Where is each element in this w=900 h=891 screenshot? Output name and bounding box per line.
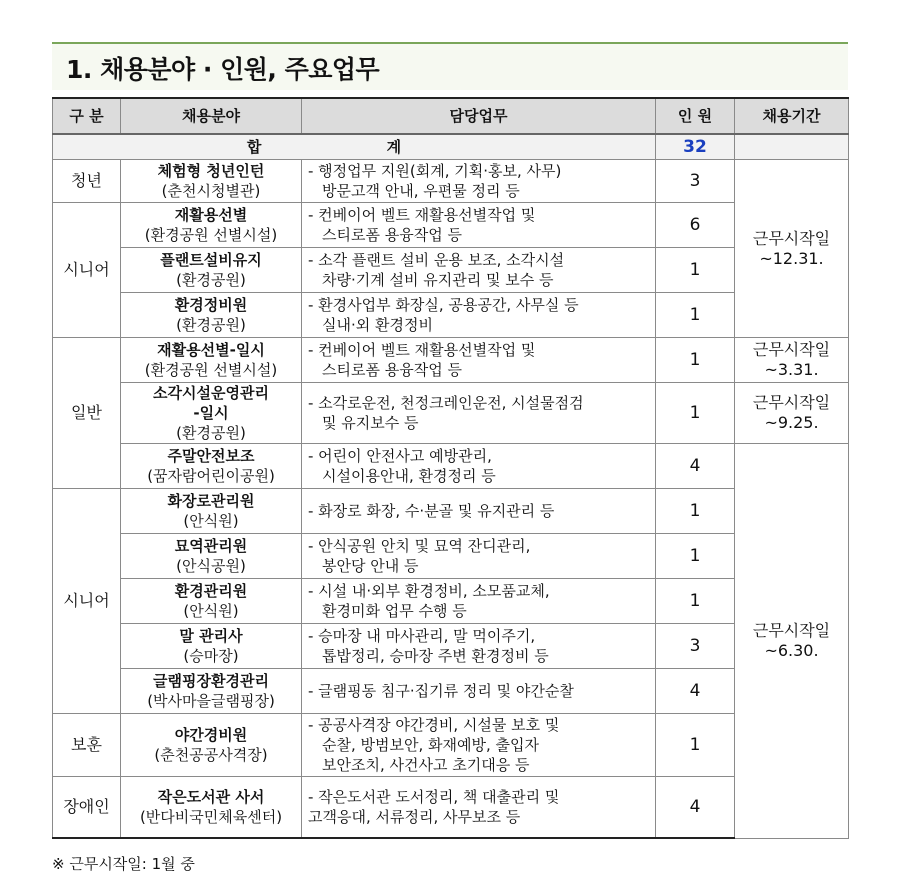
header-duty: 담당업무 xyxy=(302,98,656,134)
duty-line: - 작은도서관 도서정리, 책 대출관리 및 xyxy=(308,788,560,806)
table-row xyxy=(53,579,849,624)
header-count: 인 원 xyxy=(656,98,735,134)
total-count: 32 xyxy=(656,134,735,160)
job-place: (승마장) xyxy=(183,647,239,665)
job-count: 1 xyxy=(656,534,735,579)
job-place: (환경공원 선별시설) xyxy=(144,226,278,244)
table-row xyxy=(53,248,849,293)
table-row xyxy=(53,624,849,669)
job-name: 묘역관리원 xyxy=(174,537,248,555)
job-count: 6 xyxy=(656,203,735,248)
duty-line: - 컨베이어 벨트 재활용선별작업 및 xyxy=(308,206,536,224)
group-veteran: 보훈 xyxy=(53,714,121,777)
job-place: (안식원) xyxy=(183,512,239,530)
group-general: 일반 xyxy=(53,338,121,489)
job-name: 플랜트설비유지 xyxy=(160,251,262,269)
job-place: (안식원) xyxy=(183,602,239,620)
duty-line: 톱밥정리, 승마장 주변 환경정비 등 xyxy=(322,647,549,665)
header-group: 구 분 xyxy=(53,98,121,134)
duty-line: - 공공사격장 야간경비, 시설물 보호 및 xyxy=(308,716,560,734)
job-count: 3 xyxy=(656,160,735,203)
duty-line: 봉안당 안내 등 xyxy=(322,557,419,575)
duty-line: - 소각로운전, 천정크레인운전, 시설물점검 xyxy=(308,394,584,412)
period-cell: 근무시작일 ~6.30. xyxy=(735,444,849,839)
duty-line: 순찰, 방범보안, 화재예방, 출입자 xyxy=(322,736,539,754)
total-label: 합 계 xyxy=(53,134,656,160)
table-row xyxy=(53,444,849,489)
job-name: 소각시설운영관리 xyxy=(153,384,269,402)
job-count: 1 xyxy=(656,383,735,444)
job-name: 주말안전보조 xyxy=(167,447,255,465)
job-name: 글램핑장환경관리 xyxy=(153,672,269,690)
job-name: 작은도서관 사서 xyxy=(157,788,265,806)
duty-line: 환경미화 업무 수행 등 xyxy=(322,602,467,620)
header-field: 채용분야 xyxy=(121,98,302,134)
job-name-suffix: -일시 xyxy=(193,404,229,422)
duty-line: - 환경사업부 화장실, 공용공간, 사무실 등 xyxy=(308,296,579,314)
job-place: (꿈자람어린이공원) xyxy=(147,467,275,485)
table-row xyxy=(53,383,849,444)
job-name: 말 관리사 xyxy=(179,627,243,645)
job-place: (반다비국민체육센터) xyxy=(139,808,283,826)
duty-line: - 컨베이어 벨트 재활용선별작업 및 xyxy=(308,341,536,359)
duty-line: - 화장로 화장, 수·분골 및 유지관리 등 xyxy=(308,502,555,520)
job-place: (환경공원) xyxy=(176,424,246,442)
duty-line: - 시설 내·외부 환경정비, 소모품교체, xyxy=(308,582,550,600)
job-count: 4 xyxy=(656,777,735,839)
job-count: 1 xyxy=(656,714,735,777)
duty-line: - 행정업무 지원(회계, 기획·홍보, 사무) xyxy=(308,162,562,180)
job-place: (박사마을글램핑장) xyxy=(147,692,275,710)
duty-line: 및 유지보수 등 xyxy=(322,414,419,432)
group-youth: 청년 xyxy=(53,160,121,203)
job-place: (춘천시청별관) xyxy=(161,182,261,200)
table-row xyxy=(53,293,849,338)
table-row xyxy=(53,777,849,839)
recruitment-table xyxy=(52,97,849,839)
table-row xyxy=(53,534,849,579)
table-row xyxy=(53,203,849,248)
job-count: 1 xyxy=(656,248,735,293)
job-place: (환경공원 선별시설) xyxy=(144,361,278,379)
duty-line: 방문고객 안내, 우편물 정리 등 xyxy=(322,182,520,200)
duty-line: - 소각 플랜트 설비 운용 보조, 소각시설 xyxy=(308,251,565,269)
job-name: 체험형 청년인턴 xyxy=(157,162,265,180)
job-count: 1 xyxy=(656,338,735,383)
period-cell: 근무시작일 ~3.31. xyxy=(735,338,849,383)
duty-line: 차량·기계 설비 유지관리 및 보수 등 xyxy=(322,271,554,289)
job-name: 환경정비원 xyxy=(174,296,248,314)
group-disabled: 장애인 xyxy=(53,777,121,839)
duty-line: 스티로폼 용융작업 등 xyxy=(322,361,462,379)
table-row xyxy=(53,338,849,383)
duty-line: 스티로폼 용융작업 등 xyxy=(322,226,462,244)
job-name: 환경관리원 xyxy=(174,582,248,600)
total-row xyxy=(53,134,849,160)
job-place: (춘천공공사격장) xyxy=(154,746,268,764)
job-name: 야간경비원 xyxy=(174,726,248,744)
table-row xyxy=(53,669,849,714)
duty-line: 실내·외 환경정비 xyxy=(322,316,433,334)
header-period: 채용기간 xyxy=(735,98,849,134)
table-row xyxy=(53,489,849,534)
job-count: 4 xyxy=(656,669,735,714)
section-title: 1. 채용분야 · 인원, 주요업무 xyxy=(66,55,380,84)
duty-line: 보안조치, 사건사고 초기대응 등 xyxy=(322,756,530,774)
job-name: 화장로관리원 xyxy=(167,492,255,510)
footnote: ※ 근무시작일: 1월 중 xyxy=(52,855,195,873)
duty-line: 시설이용안내, 환경정리 등 xyxy=(322,467,496,485)
duty-line: - 안식공원 안치 및 묘역 잔디관리, xyxy=(308,537,531,555)
job-count: 1 xyxy=(656,293,735,338)
job-count: 1 xyxy=(656,489,735,534)
header-row xyxy=(53,98,849,134)
job-name: 재활용선별 xyxy=(174,206,248,224)
job-count: 4 xyxy=(656,444,735,489)
section-title-bar xyxy=(52,42,848,90)
duty-line: - 승마장 내 마사관리, 말 먹이주기, xyxy=(308,627,536,645)
table-row xyxy=(53,160,849,203)
job-count: 3 xyxy=(656,624,735,669)
duty-line: 고객응대, 서류정리, 사무보조 등 xyxy=(308,808,521,826)
table-row xyxy=(53,714,849,777)
group-senior: 시니어 xyxy=(53,489,121,714)
job-place: (환경공원) xyxy=(176,271,246,289)
job-name: 재활용선별-일시 xyxy=(157,341,265,359)
group-senior: 시니어 xyxy=(53,203,121,338)
duty-line: - 글램핑동 침구·집기류 정리 및 야간순찰 xyxy=(308,682,574,700)
job-place: (환경공원) xyxy=(176,316,246,334)
duty-line: - 어린이 안전사고 예방관리, xyxy=(308,447,492,465)
period-cell: 근무시작일 ~9.25. xyxy=(735,383,849,444)
job-place: (안식공원) xyxy=(176,557,246,575)
period-cell: 근무시작일 ~12.31. xyxy=(735,160,849,338)
job-count: 1 xyxy=(656,579,735,624)
